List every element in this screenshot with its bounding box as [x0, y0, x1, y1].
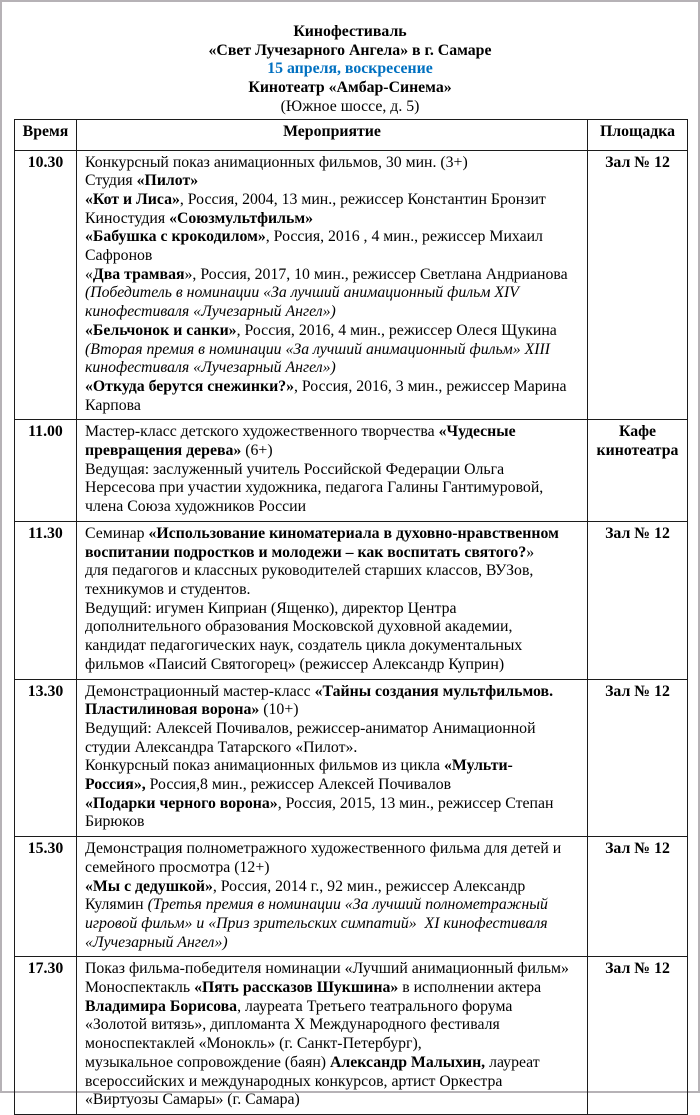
event-text-line [85, 1054, 580, 1073]
text-segment: воспитании подростков и молодежи – как воспитать святого? [85, 543, 527, 561]
text-segment: (Победитель в номинации «За лучший анимационный фильм XIV [85, 284, 519, 302]
event-text-line [85, 397, 580, 416]
event-text-line [85, 247, 580, 266]
text-segment: Конкурсный показ анимационных фильмов, 30 мин. (3+) [85, 153, 468, 171]
event-cell [77, 150, 588, 420]
text-segment: (Вторая премия в номинации «За лучший анимационный фильм» XIII [85, 340, 551, 358]
text-segment: Владимира Борисова [85, 997, 238, 1015]
event-text-line [85, 284, 580, 303]
event-text-line [85, 191, 580, 210]
event-text-line [85, 172, 580, 191]
text-segment: Александр Малыхин, [330, 1053, 486, 1071]
event-cell [77, 521, 588, 679]
text-segment: Показ фильма-победителя номинации «Лучший анимационный фильм» [85, 960, 569, 978]
time-cell: 11.30 [15, 521, 77, 679]
text-segment: «Пилот» [136, 172, 199, 190]
event-cell [77, 679, 588, 837]
text-segment: Студия [85, 172, 137, 190]
event-text-line [85, 701, 580, 720]
event-text-line [85, 720, 580, 739]
text-segment: дополнительного образования Московской духовной академии, [85, 618, 513, 636]
text-segment: Карпова [85, 396, 141, 414]
schedule-row [15, 420, 688, 522]
text-segment: музыкальное сопровождение (баян) [85, 1053, 331, 1071]
schedule-row [15, 521, 688, 679]
venue-name: Кинотеатр «Амбар-Синема» [248, 79, 452, 97]
text-segment: Бирюков [85, 813, 145, 831]
text-segment: Ведущая: заслуженный учитель Российской Федерации Ольга [85, 460, 505, 478]
text-segment: «Бабушка с крокодилом» [85, 228, 266, 246]
text-segment: (Третья премия в номинации «За лучший полнометражный [147, 896, 548, 914]
event-text-line [85, 1035, 580, 1054]
event-text-line [85, 618, 580, 637]
event-text-line [85, 210, 580, 229]
event-text-line [85, 656, 580, 675]
event-text-line [85, 1091, 580, 1110]
schedule-row [15, 150, 688, 420]
text-segment: Демонстрация полнометражного художественного фильма для детей и [85, 840, 562, 858]
time-cell: 13.30 [15, 679, 77, 837]
text-segment: Мастер-класс детского художественного творчества [85, 423, 439, 441]
event-text-line [85, 840, 580, 859]
event-text-line [85, 934, 580, 953]
document-header [14, 23, 686, 117]
text-segment: , Россия, 2014 г., 92 мин., режиссер Александр [212, 877, 526, 895]
event-text-line [85, 498, 580, 517]
schedule-table [14, 119, 688, 1115]
event-text-line [85, 683, 580, 702]
text-segment: (6+) [241, 442, 273, 460]
text-segment: «Кот и Лиса» [85, 190, 180, 208]
text-segment: «Бельчонок и санки» [85, 321, 237, 339]
text-segment: Конкурсный показ анимационных фильмов из цикла [85, 757, 444, 775]
text-segment: , Россия, 2016 , 4 мин., режиссер Михаил [265, 228, 543, 246]
text-segment: Россия», [85, 776, 146, 794]
event-text-line [85, 896, 580, 915]
text-segment: «Виртуозы Самары» (г. Самара) [85, 1091, 300, 1109]
event-text-line [85, 813, 580, 832]
text-segment: члена Союза художников России [85, 498, 307, 516]
event-text-line [85, 228, 580, 247]
venue-cell: Зал № 12 [588, 150, 688, 420]
text-segment: Ведущий: Алексей Почивалов, режиссер-аниматор Анимационной [85, 719, 536, 737]
text-segment: , Россия, 2016, 3 мин., режиссер Марина [294, 377, 567, 395]
text-segment: лауреат [485, 1053, 540, 1071]
event-text-line [85, 795, 580, 814]
venue-cell: Зал № 12 [588, 837, 688, 957]
text-segment: кандидат педагогических наук, создатель цикла документальных [85, 637, 523, 655]
event-text-line [85, 341, 580, 360]
schedule-row [15, 957, 688, 1115]
venue-address: (Южное шоссе, д. 5) [280, 97, 420, 115]
text-segment: кинофестиваля «Лучезарный Ангел») [85, 303, 336, 321]
text-segment: «Подарки черного ворона» [85, 794, 278, 812]
text-segment: (10+) [259, 701, 299, 719]
text-segment: «Тайны создания мультфильмов. [314, 682, 554, 700]
event-text-line [85, 878, 580, 897]
schedule-row [15, 679, 688, 837]
event-text-line [85, 266, 580, 285]
event-text-line [85, 581, 580, 600]
event-text-line [85, 479, 580, 498]
text-segment: Киностудия [85, 209, 170, 227]
venue-cell: Кафе кинотеатра [588, 420, 688, 522]
text-segment: «Чудесные [438, 423, 516, 441]
venue-cell: Зал № 12 [588, 521, 688, 679]
text-segment: Ведущий: игумен Киприан (Ященко), директор Центра [85, 599, 457, 617]
event-text-line [85, 1016, 580, 1035]
text-segment: », Россия, 2017, 10 мин., режиссер Светлана Андрианова [184, 265, 568, 283]
text-segment: , Россия, 2016, 4 мин., режиссер Олеся Щукина [236, 321, 557, 339]
text-segment: Кулямин [85, 896, 148, 914]
time-cell: 11.00 [15, 420, 77, 522]
time-cell: 17.30 [15, 957, 77, 1115]
header-row [15, 119, 688, 150]
col-header-time: Время [15, 119, 77, 150]
schedule-table-body [15, 150, 688, 1114]
festival-title: Кинофестиваль [293, 23, 407, 40]
text-segment: Семинар [85, 524, 149, 542]
text-segment: превращения дерева» [85, 442, 242, 460]
event-text-line [85, 461, 580, 480]
event-text-line [85, 757, 580, 776]
text-segment: Россия,8 мин., режиссер Алексей Почивалов [145, 776, 452, 794]
text-segment: «Союзмультфильм» [169, 209, 314, 227]
text-segment: студии Александра Татарского «Пилот». [85, 738, 358, 756]
event-text-line [85, 154, 580, 173]
text-segment: «Пять рассказов Шукшина» [194, 979, 399, 997]
text-segment: фильмов «Паисий Святогорец» (режиссер Александр Куприн) [85, 655, 505, 673]
event-text-line [85, 915, 580, 934]
event-text-line [85, 442, 580, 461]
text-segment: «Использование киноматериала в духовно-нравственном [148, 524, 559, 542]
text-segment: всероссийских и международных конкурсов, артист Оркестра [85, 1072, 503, 1090]
text-segment: «Мульти- [443, 757, 513, 775]
text-segment: Демонстрационный мастер-класс [85, 682, 315, 700]
text-segment: игровой фильм» и «Приз зрительских симпатий» XI кинофестиваля [85, 914, 548, 932]
text-segment: , Россия, 2004, 13 мин., режиссер Константин Бронзит [179, 190, 546, 208]
text-segment: «Откуда берутся снежинки?» [85, 377, 294, 395]
text-segment: , Россия, 2015, 13 мин., режиссер Степан [277, 794, 554, 812]
text-segment: , лауреата Третьего театрального форума [237, 997, 513, 1015]
col-header-event: Мероприятие [77, 119, 588, 150]
text-segment: «Золотой витязь», дипломанта X Международного фестиваля [85, 1016, 500, 1034]
event-cell [77, 957, 588, 1115]
col-header-venue: Площадка [588, 119, 688, 150]
text-segment: для педагогов и классных руководителей старших классов, ВУЗов, [85, 562, 534, 580]
venue-cell: Зал № 12 [588, 679, 688, 837]
schedule-row [15, 837, 688, 957]
event-text-line [85, 1073, 580, 1092]
venue-cell: Зал № 12 [588, 957, 688, 1115]
text-segment: семейного просмотра (12+) [85, 858, 270, 876]
event-text-line [85, 322, 580, 341]
text-segment: моноспектаклей «Монокль» (г. Санкт-Петербург), [85, 1035, 422, 1053]
text-segment: кинофестиваля «Лучезарный Ангел») [85, 359, 336, 377]
event-text-line [85, 423, 580, 442]
festival-subtitle: «Свет Лучезарного Ангела» в г. Самаре [208, 41, 492, 59]
text-segment: «Мы с дедушкой» [85, 877, 213, 895]
text-segment: в исполнении актера [398, 979, 542, 997]
event-text-line [85, 562, 580, 581]
text-segment: «Лучезарный Ангел») [85, 933, 228, 951]
text-segment: Сафронов [85, 247, 153, 265]
event-text-line [85, 359, 580, 378]
schedule-table-head [15, 119, 688, 150]
text-segment: « [85, 265, 93, 283]
text-segment: Два трамвая [92, 265, 185, 283]
event-text-line [85, 544, 580, 563]
text-segment: » [526, 543, 535, 561]
event-date: 15 апреля, воскресение [267, 60, 433, 78]
event-text-line [85, 998, 580, 1017]
time-cell: 10.30 [15, 150, 77, 420]
text-segment: Моноспектакль [85, 979, 195, 997]
time-cell: 15.30 [15, 837, 77, 957]
text-segment: Пластилиновая ворона» [85, 701, 260, 719]
event-text-line [85, 303, 580, 322]
event-text-line [85, 525, 580, 544]
text-segment: Нерсесова при участии художника, педагога Галины Гантимуровой, [85, 479, 544, 497]
event-cell [77, 420, 588, 522]
event-text-line [85, 776, 580, 795]
event-text-line [85, 960, 580, 979]
event-text-line [85, 979, 580, 998]
event-text-line [85, 739, 580, 758]
event-cell [77, 837, 588, 957]
event-text-line [85, 378, 580, 397]
event-text-line [85, 600, 580, 619]
event-text-line [85, 859, 580, 878]
text-segment: техникумов и студентов. [85, 580, 251, 598]
event-text-line [85, 637, 580, 656]
